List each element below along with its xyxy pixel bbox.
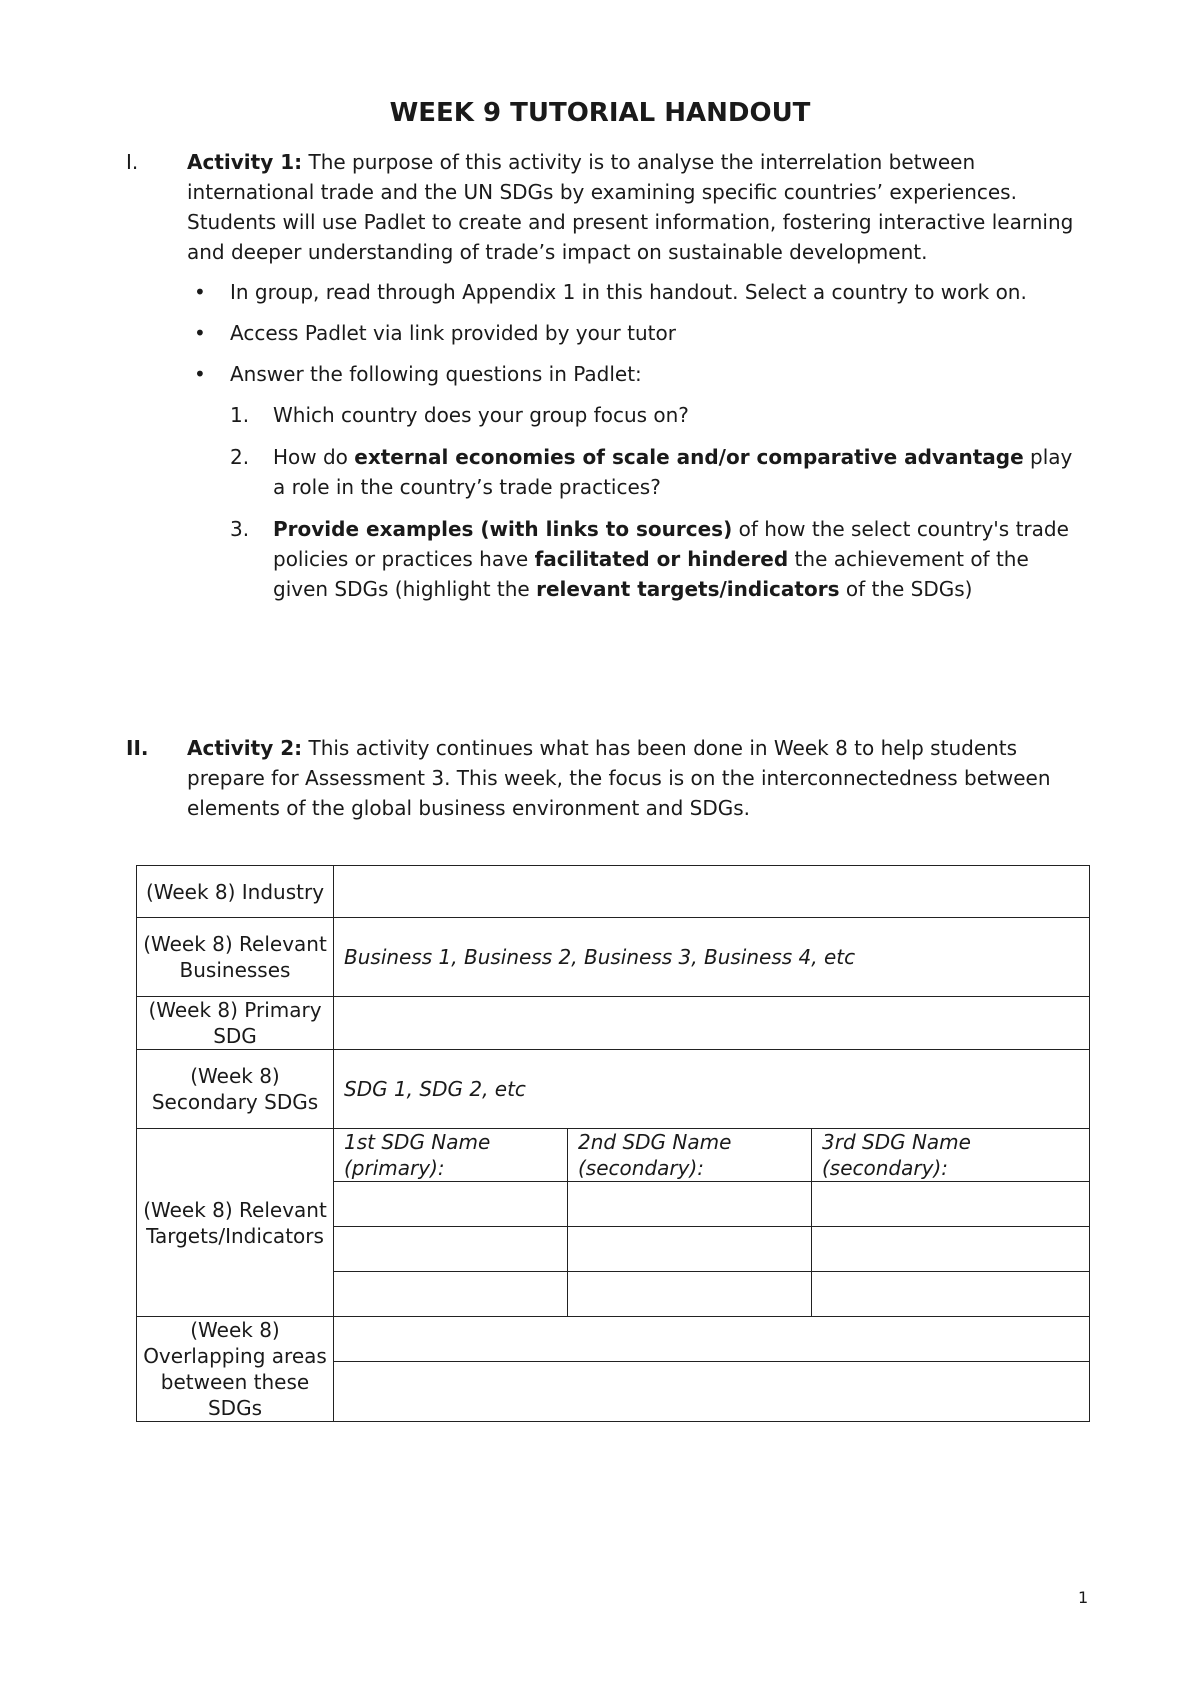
question-list <box>230 400 1083 604</box>
row-label-targets: (Week 8) Relevant Targets/Indicators <box>137 1129 334 1317</box>
overlap-cell[interactable] <box>334 1362 1090 1422</box>
target-cell[interactable] <box>334 1182 568 1227</box>
table-row <box>137 918 1090 997</box>
table-row <box>137 997 1090 1050</box>
table-row <box>137 866 1090 918</box>
activity-1-intro <box>187 147 1083 267</box>
worksheet-table <box>136 865 1090 1422</box>
target-cell[interactable] <box>568 1227 812 1272</box>
question-item: 1. Which country does your group focus on? <box>230 403 689 427</box>
activity-1-section <box>126 147 1086 616</box>
activity-2-lead: Activity 2: <box>187 736 303 760</box>
page-title: WEEK 9 TUTORIAL HANDOUT <box>389 98 811 128</box>
target-cell[interactable] <box>334 1272 568 1317</box>
activity-2-intro <box>187 733 1083 823</box>
list-item: • Answer the following questions in Padlet: <box>187 359 1083 389</box>
target-cell[interactable] <box>812 1227 1090 1272</box>
activity-1-bullets <box>187 277 1083 389</box>
col-header-2nd-sdg: 2nd SDG Name (secondary): <box>568 1129 812 1182</box>
bullet-icon: • <box>194 280 206 304</box>
row-label-businesses: (Week 8) Relevant Businesses <box>137 918 334 997</box>
table-row <box>137 1050 1090 1129</box>
target-cell[interactable] <box>812 1272 1090 1317</box>
row-label-primary-sdg: (Week 8) Primary SDG <box>137 997 334 1050</box>
row-label-industry: (Week 8) Industry <box>137 866 334 918</box>
table-row <box>137 1129 1090 1182</box>
list-item: • Access Padlet via link provided by your tutor <box>187 318 1083 348</box>
bullet-icon: • <box>194 321 206 345</box>
col-header-1st-sdg: 1st SDG Name (primary): <box>334 1129 568 1182</box>
question-item: 3. Provide examples (with links to sources) of how the select country's trade policies or practices have facilitated or hindered the achievement of the given SDGs (highlight the relevant targets/indicators of the SDGs) <box>230 517 1069 601</box>
row-label-secondary-sdgs: (Week 8) Secondary SDGs <box>137 1050 334 1129</box>
target-cell[interactable] <box>568 1272 812 1317</box>
table-row <box>137 1317 1090 1362</box>
activity-2-text: This activity continues what has been done in Week 8 to help students prepare for Assessment 3. This week, the focus is on the interconnectedness between elements of the global business environment and SDGs. <box>187 736 1051 820</box>
primary-sdg-cell[interactable] <box>334 997 1090 1050</box>
activity-1-lead: Activity 1: <box>187 150 303 174</box>
target-cell[interactable] <box>568 1182 812 1227</box>
industry-cell[interactable] <box>334 866 1090 918</box>
page-number: 1 <box>1078 1588 1089 1607</box>
col-header-3rd-sdg: 3rd SDG Name (secondary): <box>812 1129 1090 1182</box>
target-cell[interactable] <box>812 1182 1090 1227</box>
list-item: • In group, read through Appendix 1 in this handout. Select a country to work on. <box>187 277 1083 307</box>
section-number: I. <box>126 150 139 174</box>
activity-1-text: The purpose of this activity is to analyse the interrelation between international trade and the UN SDGs by examining specific countries’ experiences. Students will use Padlet to create and present information, fostering interactive learning and deeper understanding of trade’s impact on sustainable development. <box>187 150 1074 264</box>
target-cell[interactable] <box>334 1227 568 1272</box>
activity-2-section <box>126 733 1086 823</box>
question-item: 2. How do external economies of scale and/or comparative advantage play a role in the country’s trade practices? <box>230 445 1073 499</box>
overlap-cell[interactable] <box>334 1317 1090 1362</box>
row-label-overlap: (Week 8) Overlapping areas between these SDGs <box>137 1317 334 1422</box>
bullet-icon: • <box>194 362 206 386</box>
section-number: II. <box>126 736 149 760</box>
businesses-cell[interactable]: Business 1, Business 2, Business 3, Business 4, etc <box>334 918 1090 997</box>
secondary-sdgs-cell[interactable]: SDG 1, SDG 2, etc <box>334 1050 1090 1129</box>
